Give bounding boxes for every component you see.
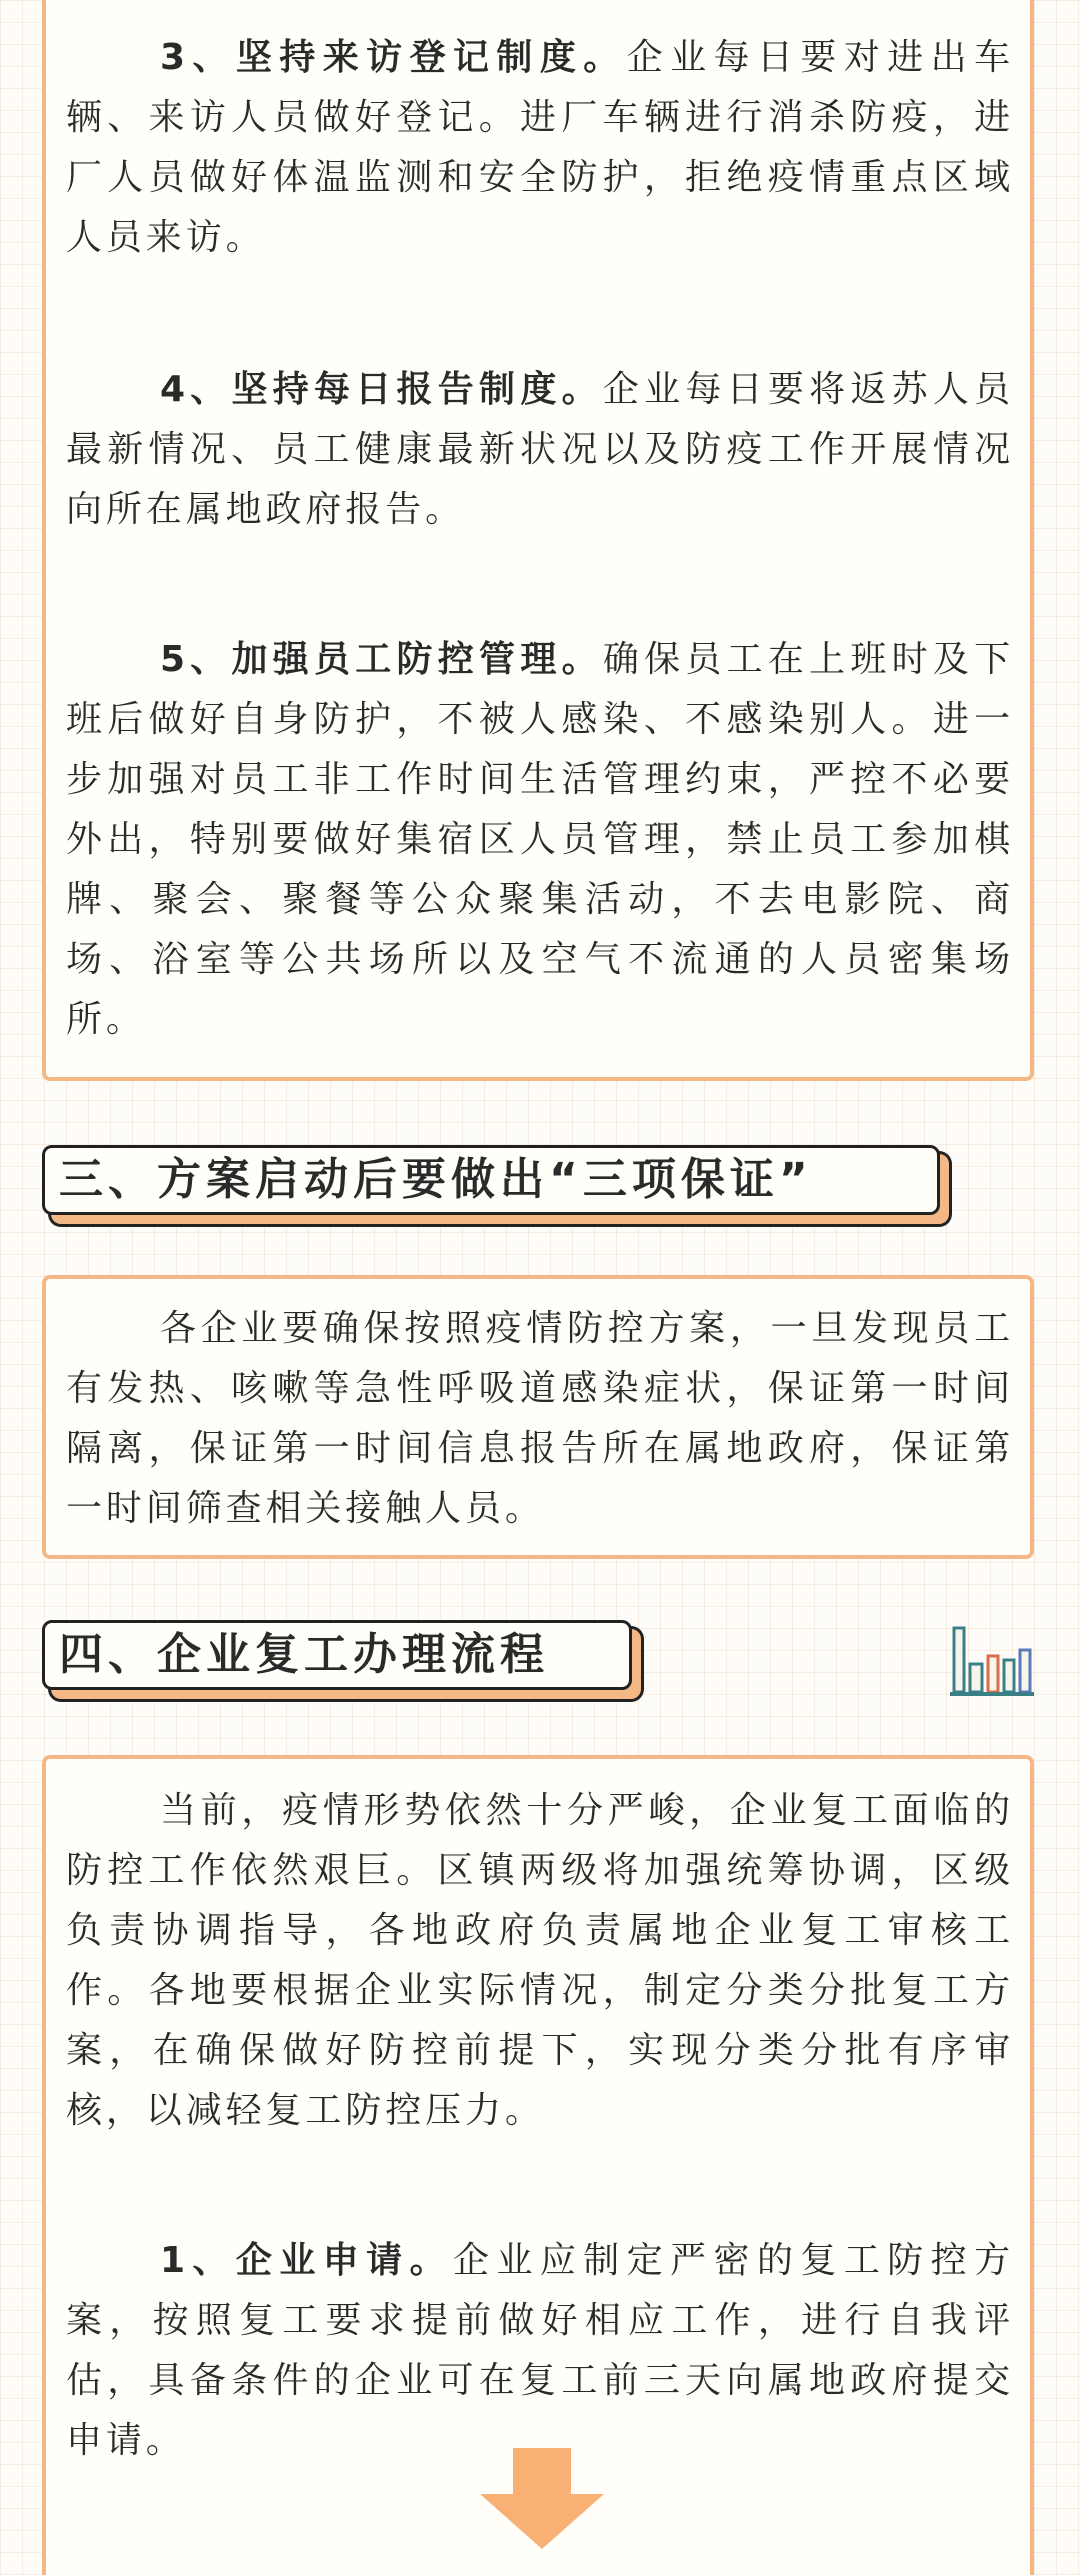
section-three-card [42, 1275, 1034, 1559]
item-3-title: 3、坚持来访登记制度。 [160, 37, 627, 78]
section-three-paragraph: 各企业要确保按照疫情防控方案，一旦发现员工有发热、咳嗽等急性呼吸道感染症状，保证第一时间隔离，保证第一时间信息报告所在属地政府，保证第一时间筛查相关接触人员。 [66, 1308, 1014, 1529]
books-icon [950, 1620, 1034, 1700]
item-5-body: 确保员工在上班时及下班后做好自身防护，不被人感染、不感染别人。进一步加强对员工非工作时间生活管理约束，严控不必要外出，特别要做好集宿区人员管理，禁止员工参加棋牌、聚会、聚餐等公众聚集活动，不去电影院、商场、浴室等公共场所以及空气不流通的人员密集场所。 [66, 639, 1014, 1040]
item-4-title: 4、坚持每日报告制度。 [160, 369, 603, 410]
step-1-paragraph [66, 2231, 1014, 2471]
section-three-heading: 三、方案启动后要做出“三项保证” [42, 1145, 940, 1215]
section-two-card [42, 0, 1034, 1081]
step-1-title: 1、企业申请。 [160, 2240, 454, 2281]
section-four-intro: 当前，疫情形势依然十分严峻，企业复工面临的防控工作依然艰巨。区镇两级将加强统筹协调，区级负责协调指导，各地政府负责属地企业复工审核工作。各地要根据企业实际情况，制定分类分批复工方案，在确保做好防控前提下，实现分类分批有序审核，以减轻复工防控压力。 [66, 1790, 1014, 2131]
item-3-paragraph [66, 28, 1014, 268]
item-4-paragraph [66, 360, 1014, 540]
section-four-heading: 四、企业复工办理流程 [42, 1620, 632, 1690]
item-5-title: 5、加强员工防控管理。 [160, 639, 603, 680]
step-1-body: 企业应制定严密的复工防控方案，按照复工要求提前做好相应工作，进行自我评估，具备条件的企业可在复工前三天向属地政府提交申请。 [66, 2240, 1014, 2461]
item-5-paragraph [66, 630, 1014, 1050]
item-3-body: 企业每日要对进出车辆、来访人员做好登记。进厂车辆进行消杀防疫，进厂人员做好体温监测和安全防护，拒绝疫情重点区域人员来访。 [66, 37, 1014, 258]
arrow-down-icon [480, 2448, 604, 2549]
item-4-body: 企业每日要将返苏人员最新情况、员工健康最新状况以及防疫工作开展情况向所在属地政府报告。 [66, 369, 1014, 530]
